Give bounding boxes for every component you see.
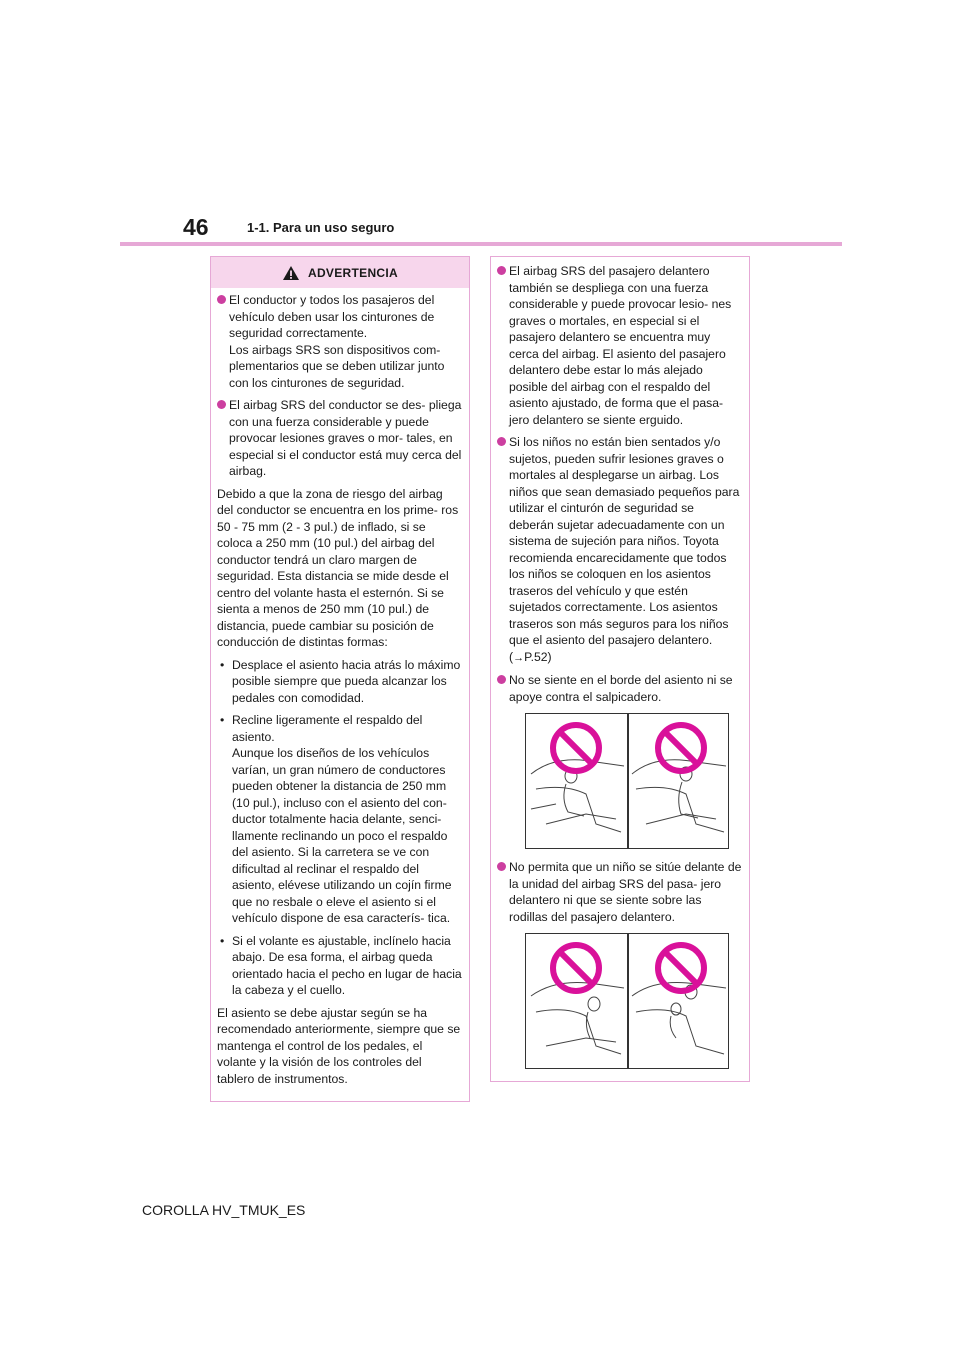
warning-title: ADVERTENCIA — [308, 265, 398, 280]
prohibited-child-on-lap-illustration — [525, 933, 729, 1069]
bullet-dot-icon — [497, 862, 506, 871]
bullet-text: El airbag SRS del pasajero delantero también se despliega con una fuerza considerable y puede provocar lesio- nes graves o mortales, en especial si el pasajero delantero se encuentra muy cerca del airbag. El asiento del pasajero delantero debe estar lo más alejado posible del airbag con el respaldo del asiento ajustado, de forma que el pasa- jero delantero se siente erguido. — [509, 264, 732, 427]
prohibited-sitting-illustration — [525, 713, 729, 849]
bullet-dot-icon — [217, 400, 226, 409]
sub-item-text: Desplace el asiento hacia atrás lo máximo posible siempre que pueda alcanzar los pedales con comodidad. — [232, 657, 461, 705]
bullet-text: No permita que un niño se sitúe delante de la unidad del airbag SRS del pasa- jero delantero ni que se siente sobre las rodillas del pasajero delantero. — [509, 860, 742, 924]
bullet-dot-icon — [217, 295, 226, 304]
warning-box-left — [210, 256, 470, 1102]
bullet-text: El airbag SRS del conductor se des- pliega con una fuerza considerable y puede provocar lesiones graves o mor- tales, en especial si el conductor está muy cerca del airbag. — [229, 398, 462, 478]
bullet-item — [497, 263, 742, 428]
sub-bullet: • — [220, 713, 225, 727]
page-reference-arrow-icon: → — [513, 651, 525, 664]
page-reference-link[interactable]: P.52) — [524, 649, 552, 664]
paragraph: Debido a que la zona de riesgo del airbag del conductor se encuentra en los prime- ros 50 - 75 mm (2 - 3 pul.) de inflado, si se coloca a 250 mm (10 pul.) del airbag del conductor tendrá un claro margen de seguridad. Esta distancia se mide desde el centro del volante hasta el esternón. Si se sienta a menos de 250 mm (10 pul.) de distancia, puede cambiar su posición de conducción de distintas formas: — [217, 486, 459, 649]
header-rule — [120, 242, 842, 246]
bullet-text-continued: Los airbags SRS son dispositivos com- plementarios que se deben utilizar junto con los cinturones de seguridad. — [229, 342, 445, 390]
illustration-divider — [627, 714, 629, 848]
paragraph: El asiento se debe ajustar según se ha recomendado anteriormente, siempre que se mantenga el control de los pedales, el volante y la visión de los controles del tablero de instrumentos. — [217, 1005, 461, 1086]
warning-header — [211, 257, 469, 288]
bullet-text: El conductor y todos los pasajeros del vehículo deben usar los cinturones de seguridad correctamente. — [229, 293, 435, 340]
sub-item-text: Si el volante es ajustable, inclínelo hacia abajo. De esa forma, el airbag queda orientado hacia el pecho en lugar de hacia la cabeza y el cuello. — [232, 933, 462, 997]
bullet-dot-icon — [497, 266, 506, 275]
bullet-text-main: Si los niños no están bien sentados y/o sujetos, pueden sufrir lesiones graves o mortales al desplegarse un airbag. Los niños que sean demasiado pequeños para utilizar el cinturón de seguridad se deberán sujetar adecuadamente con un sistema de sujeción para niños. Toyota recomienda encarecidamente que todos los niños se coloquen en los asientos traseros del vehículo y que estén sujetados correctamente. Los asientos traseros son más seguros para los niños que el asiento del pasajero delantero. ( — [509, 435, 740, 664]
bullet-dot-icon — [497, 437, 506, 446]
page-number: 46 — [183, 214, 209, 240]
warning-content-right — [491, 257, 749, 1069]
sub-item-text-continued: Aunque los diseños de los vehículos varían, un gran número de conductores pueden obtener la distancia de 250 mm (10 pul.), incluso con el asiento del con- ductor totalmente hacia delante, senci- llamente reclinando un poco el respaldo del asiento. Si la carretera se ve con dificultad al reclinar el respaldo del asiento, elévese utilizando un cojín firme que no resbale o eleve el asiento si el vehículo dispone de esa caracterís- tica. — [232, 746, 452, 925]
bullet-item — [497, 859, 742, 925]
bullet-dot-icon — [497, 675, 506, 684]
sub-list-item — [217, 933, 462, 999]
bullet-item — [497, 672, 742, 705]
model-label: COROLLA HV_TMUK_ES — [142, 1202, 306, 1218]
warning-box-right — [490, 256, 750, 1082]
warning-triangle-icon — [282, 265, 300, 281]
section-title: 1-1. Para un uso seguro — [247, 220, 395, 235]
sub-item-text: Recline ligeramente el respaldo del asiento. — [232, 713, 423, 744]
bullet-text — [509, 434, 742, 666]
bullet-item — [217, 397, 462, 480]
bullet-item — [217, 292, 462, 391]
sub-list-item — [217, 712, 462, 927]
sub-list-item — [217, 657, 462, 707]
sub-bullet: • — [220, 657, 225, 672]
warning-content-left — [211, 288, 469, 1087]
bullet-item — [497, 434, 742, 666]
illustration-divider — [627, 934, 629, 1068]
sub-bullet: • — [220, 933, 225, 948]
bullet-text: No se siente en el borde del asiento ni se apoye contra el salpicadero. — [509, 673, 733, 704]
